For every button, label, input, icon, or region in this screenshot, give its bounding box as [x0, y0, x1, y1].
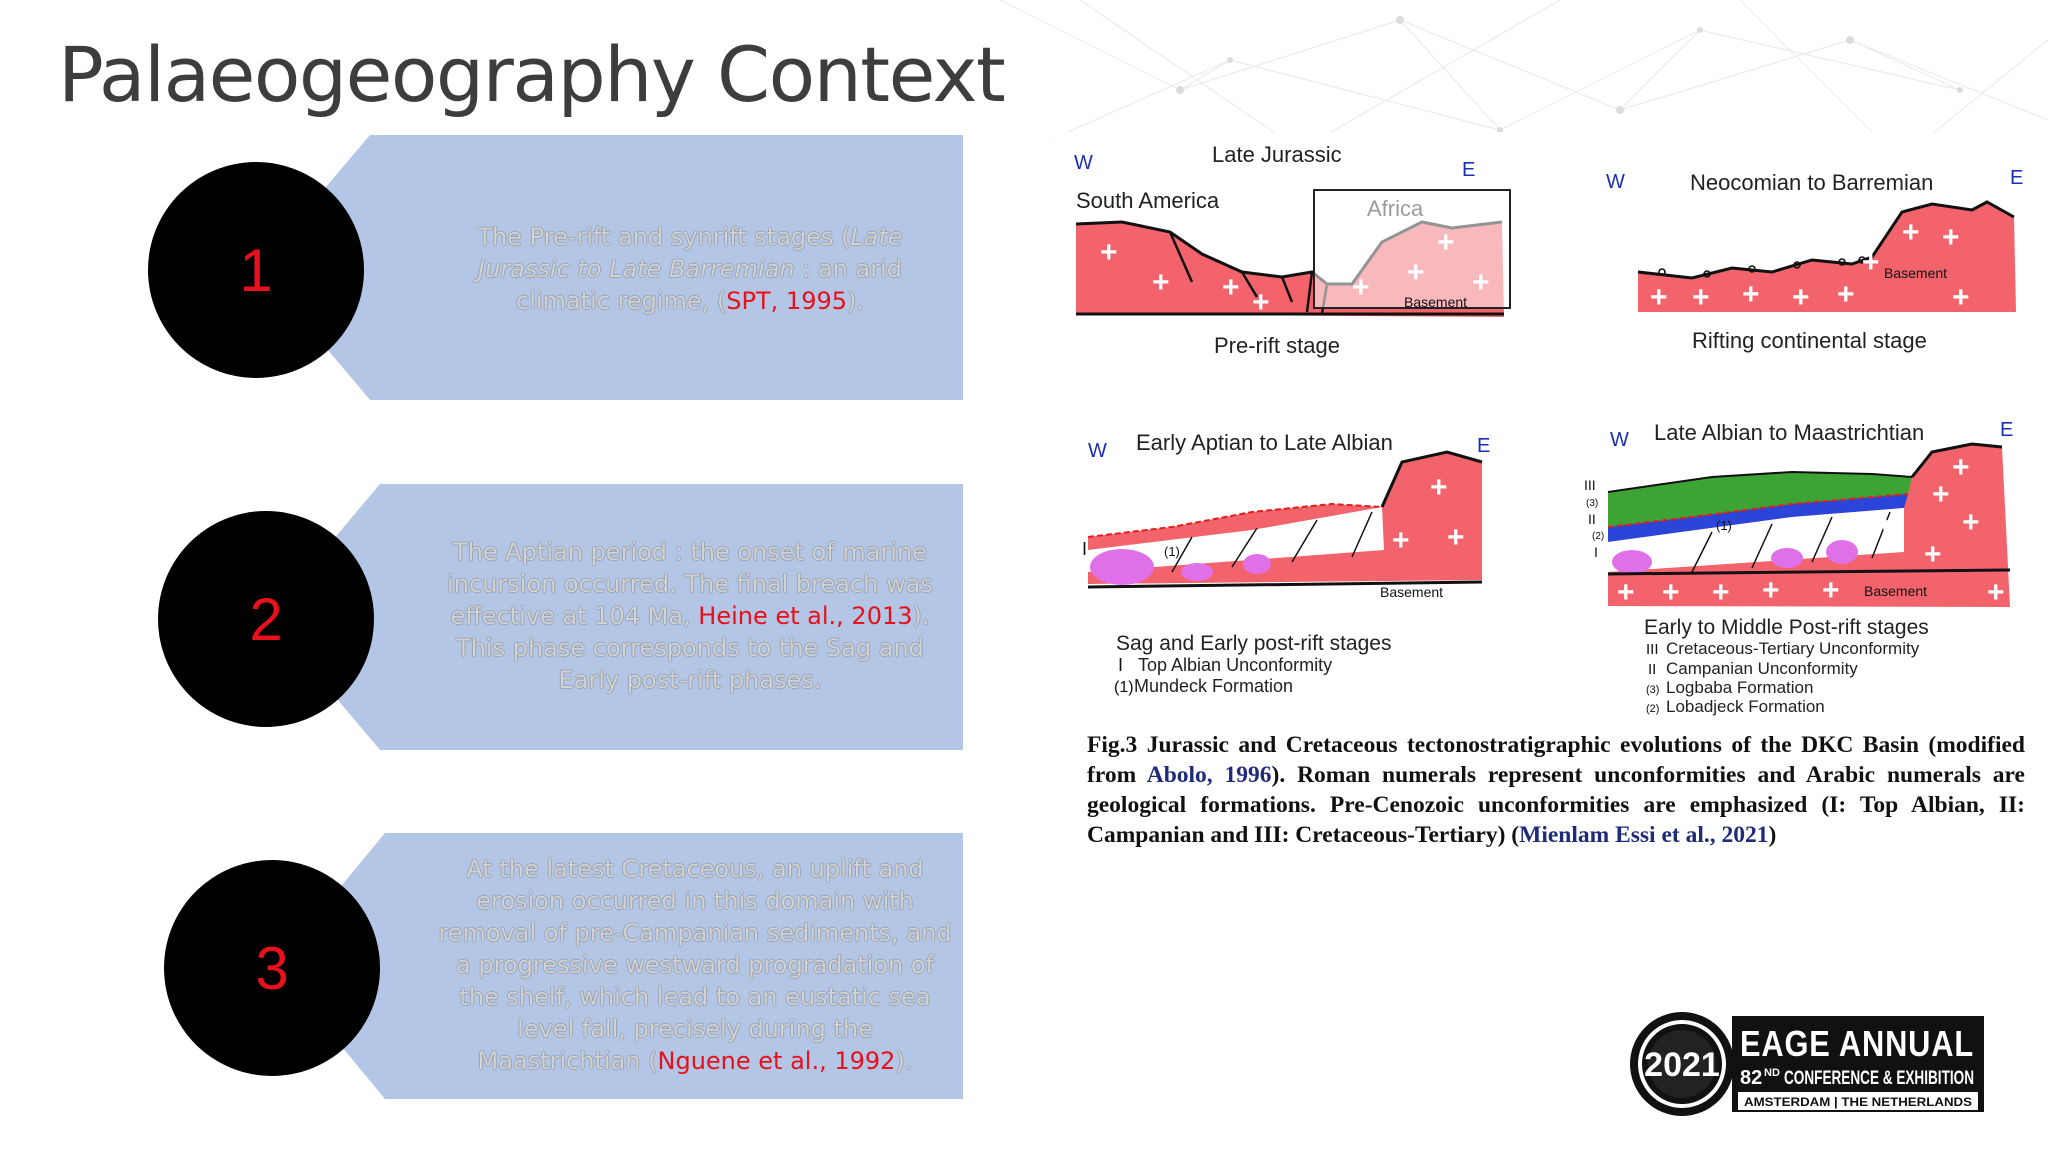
step-number-circle — [148, 162, 364, 378]
svg-text:+: + — [1460, 591, 1478, 624]
svg-text:+: + — [1932, 478, 1950, 511]
step-number-circle — [164, 860, 380, 1076]
formation-mark: (1) — [1164, 544, 1180, 559]
legend-mark: (2) — [1646, 703, 1660, 715]
svg-text:+: + — [1164, 591, 1182, 624]
step-description: The Aptian period : the onset of marine incursion occurred. The final breach was effective at 104 Ma, Heine et al., 2013). This phase corresponds to the Sag and Early post-rift phases. — [447, 538, 933, 694]
legend-text: Lobadjeck Formation — [1666, 697, 1825, 716]
svg-text:+: + — [1392, 524, 1410, 557]
stage-label: Sag and Early post-rift stages — [1116, 632, 1392, 655]
svg-text:+: + — [1287, 584, 1305, 617]
east-label: E — [2000, 419, 2014, 441]
citation-link: SPT, 1995 — [726, 287, 847, 315]
logo-edition-number: 82 — [1740, 1067, 1763, 1089]
legend-text: Campanian Unconformity — [1666, 659, 1858, 678]
figure-caption: Fig.3 Jurassic and Cretaceous tectonostratigraphic evolutions of the DKC Basin (modified from Abolo, 1996). Roman numerals represent unconformities and Arabic numerals are geological formations. Pre-Cenozoic unconformities are emphasized (I: Top Albian, II: Campanian and III: Cretaceous-Tertiary) (Mienlam Essi et al., 2021) — [1087, 732, 2025, 848]
west-label: W — [1610, 429, 1629, 451]
stage-label: Early to Middle Post-rift stages — [1644, 616, 1929, 639]
legend-mark: III — [1646, 641, 1659, 658]
citation-link: Nguene et al., 1992 — [657, 1047, 896, 1075]
basement-label: Basement — [1864, 583, 1928, 599]
stage-label: Pre-rift stage — [1214, 333, 1340, 358]
west-label: W — [1088, 440, 1107, 462]
svg-text:+: + — [1876, 506, 1894, 539]
svg-text:+: + — [1712, 576, 1730, 609]
svg-text:+: + — [1952, 451, 1970, 484]
svg-text:+: + — [1902, 216, 1920, 249]
step-1 — [140, 135, 965, 405]
step-2 — [140, 484, 965, 754]
svg-text:+: + — [1472, 266, 1490, 299]
svg-text:+: + — [1962, 506, 1980, 539]
legend-text: Logbaba Formation — [1666, 678, 1814, 697]
caption-citation: Mienlam Essi et al., 2021 — [1519, 822, 1769, 848]
east-label: E — [2010, 167, 2024, 189]
svg-text:+: + — [1987, 576, 2005, 609]
svg-text:+: + — [1762, 574, 1780, 607]
svg-text:+: + — [1352, 271, 1370, 304]
svg-text:+: + — [1447, 521, 1465, 554]
logo-location: AMSTERDAM | THE NETHERLANDS — [1744, 1095, 1972, 1109]
step-description: The Pre-rift and synrift stages (Late Jurassic to Late Barremian : an arid climatic regime, (SPT, 1995). — [477, 223, 903, 315]
legend-mark: (3) — [1646, 684, 1660, 696]
period-label: Early Aptian to Late Albian — [1136, 430, 1393, 455]
step-description: At the latest Cretaceous, an uplift and erosion occurred in this domain with removal of pre-Campanian sediments, and a progressive westward progradation of the shelf, which lead to an eustatic sea level fall, precisely during the Maastrichtian (Nguene et al., 1992). — [438, 855, 952, 1075]
svg-text:+: + — [1837, 278, 1855, 311]
eage-2021-logo — [1628, 1008, 1992, 1120]
svg-text:+: + — [1407, 256, 1425, 289]
basement-label: Basement — [1884, 265, 1948, 281]
svg-text:+: + — [1942, 221, 1960, 254]
logo-edition-suffix: ND — [1764, 1067, 1780, 1079]
svg-text:+: + — [1742, 278, 1760, 311]
side-mark: III — [1584, 477, 1596, 493]
citation-link: Heine et al., 2013 — [698, 602, 913, 630]
side-mark: (3) — [1586, 498, 1599, 509]
west-label: W — [1074, 152, 1093, 174]
basement-label: Basement — [1380, 584, 1444, 600]
stage-label: Rifting continental stage — [1692, 328, 1927, 353]
period-label: Late Albian to Maastrichtian — [1654, 420, 1925, 445]
legend-text: Cretaceous-Tertiary Unconformity — [1666, 639, 1920, 658]
caption-citation: Abolo, 1996 — [1146, 762, 1272, 788]
continent-label: South America — [1076, 188, 1220, 213]
svg-text:+: + — [1437, 226, 1455, 259]
svg-text:+: + — [1952, 281, 1970, 314]
basement-label: Basement — [1404, 294, 1468, 310]
legend-text: Top Albian Unconformity — [1138, 655, 1333, 675]
svg-text:+: + — [1430, 471, 1448, 504]
page-title: Palaeogeography Context — [58, 30, 1005, 119]
svg-text:+: + — [1662, 576, 1680, 609]
svg-text:+: + — [1252, 286, 1270, 319]
side-mark: (2) — [1592, 531, 1605, 542]
step-number: 2 — [249, 585, 283, 653]
logo-title: EAGE ANNUAL — [1740, 1023, 1974, 1064]
svg-text:+: + — [1617, 576, 1635, 609]
formation-mark: (1) — [1716, 518, 1732, 533]
legend-mark: II — [1648, 661, 1657, 678]
svg-text:+: + — [1650, 281, 1668, 314]
step-3 — [140, 833, 965, 1103]
svg-text:+: + — [1924, 538, 1942, 571]
side-mark: II — [1588, 511, 1596, 527]
svg-text:+: + — [1224, 588, 1242, 621]
step-number: 1 — [239, 236, 273, 304]
svg-text:+: + — [1692, 281, 1710, 314]
legend-mark: (1) — [1114, 679, 1134, 696]
svg-text:+: + — [1347, 584, 1365, 617]
unconformity-mark: I — [1082, 539, 1088, 559]
legend-mark: I — [1118, 655, 1124, 675]
period-label: Late Jurassic — [1212, 142, 1342, 167]
east-label: E — [1462, 159, 1476, 181]
logo-year: 2021 — [1644, 1046, 1720, 1084]
period-label: Neocomian to Barremian — [1690, 170, 1934, 195]
svg-text:+: + — [1862, 246, 1880, 279]
step-number: 3 — [255, 934, 289, 1002]
svg-text:+: + — [1822, 574, 1840, 607]
svg-text:+: + — [1152, 266, 1170, 299]
svg-text:+: + — [1792, 281, 1810, 314]
svg-text:+: + — [1100, 236, 1118, 269]
legend-text: Mundeck Formation — [1134, 676, 1294, 696]
west-label: W — [1606, 171, 1625, 193]
svg-text:+: + — [1222, 271, 1240, 304]
svg-text:+: + — [1104, 591, 1122, 624]
east-label: E — [1477, 435, 1491, 457]
side-mark: I — [1594, 544, 1598, 560]
step-number-circle — [158, 511, 374, 727]
logo-subtitle: CONFERENCE & EXHIBITION — [1784, 1068, 1974, 1089]
